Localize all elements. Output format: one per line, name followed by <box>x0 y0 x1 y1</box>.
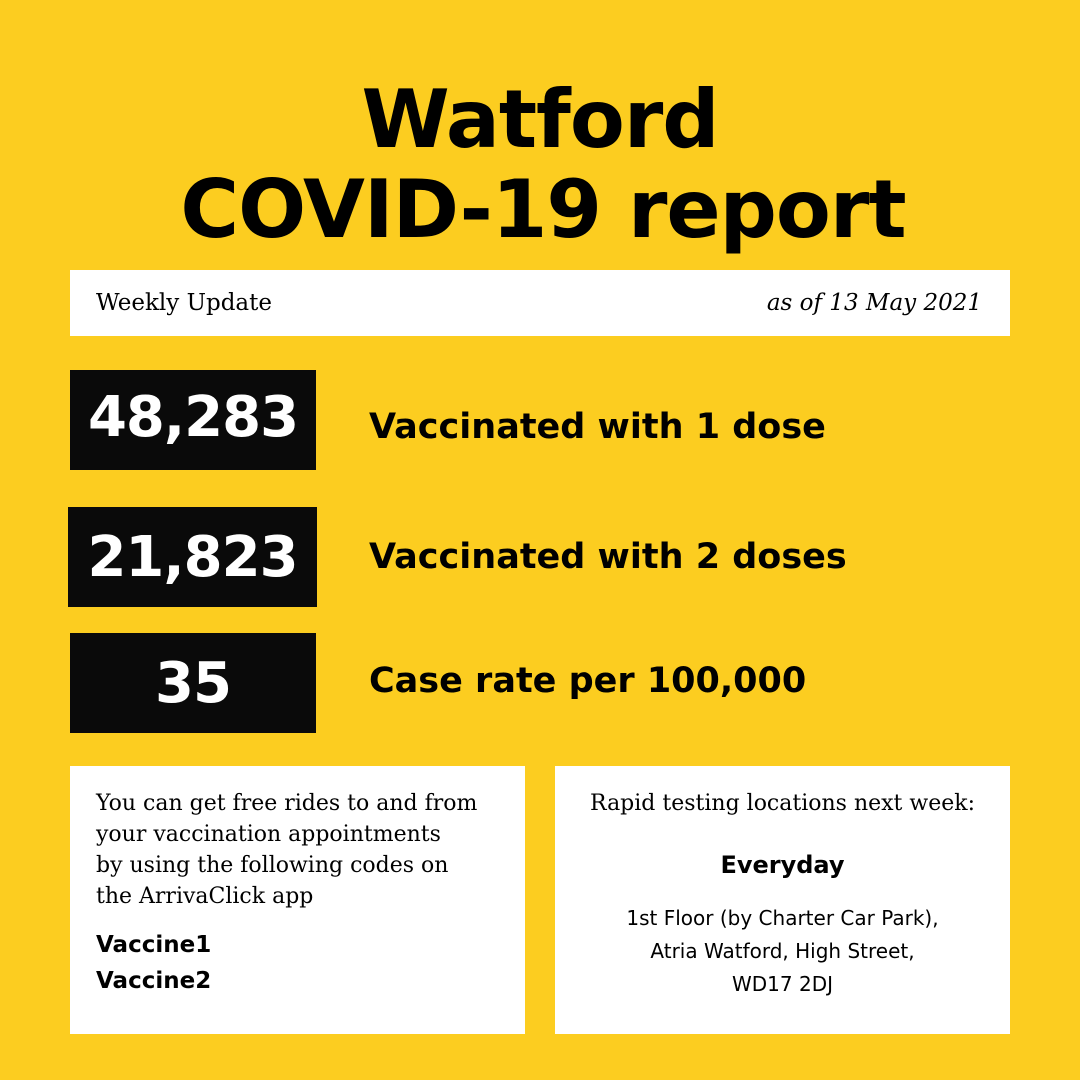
stat-value-two-doses: 21,823 <box>68 507 317 607</box>
free-rides-line: the ArrivaClick app <box>96 884 314 909</box>
testing-address-line: 1st Floor (by Charter Car Park), <box>626 906 939 930</box>
ride-code: Vaccine1 <box>96 932 212 958</box>
title-report: COVID-19 report <box>180 163 906 256</box>
free-rides-text <box>96 788 505 912</box>
title-watford: Watford <box>361 73 719 166</box>
report-date: as of 13 May 2021 <box>766 290 982 316</box>
testing-day: Everyday <box>720 851 845 879</box>
rapid-testing-title: Rapid testing locations next week: <box>590 791 975 816</box>
free-rides-line: your vaccination appointments <box>96 822 441 847</box>
rapid-testing-card <box>555 766 1010 1034</box>
stat-value-one-dose: 48,283 <box>70 370 316 470</box>
stat-value-case-rate: 35 <box>70 633 316 733</box>
stat-label-one-dose: Vaccinated with 1 dose <box>369 407 826 447</box>
weekly-update-bar <box>70 270 1010 336</box>
testing-address-line: Atria Watford, High Street, <box>650 939 915 963</box>
stat-label-two-doses: Vaccinated with 2 doses <box>369 537 847 577</box>
free-rides-line: by using the following codes on <box>96 853 449 878</box>
stat-label-case-rate: Case rate per 100,000 <box>369 661 807 701</box>
free-rides-line: You can get free rides to and from <box>96 791 478 816</box>
free-rides-card <box>70 766 525 1034</box>
testing-address-line: WD17 2DJ <box>731 972 833 996</box>
weekly-update-label: Weekly Update <box>96 290 272 316</box>
ride-code: Vaccine2 <box>96 968 212 994</box>
